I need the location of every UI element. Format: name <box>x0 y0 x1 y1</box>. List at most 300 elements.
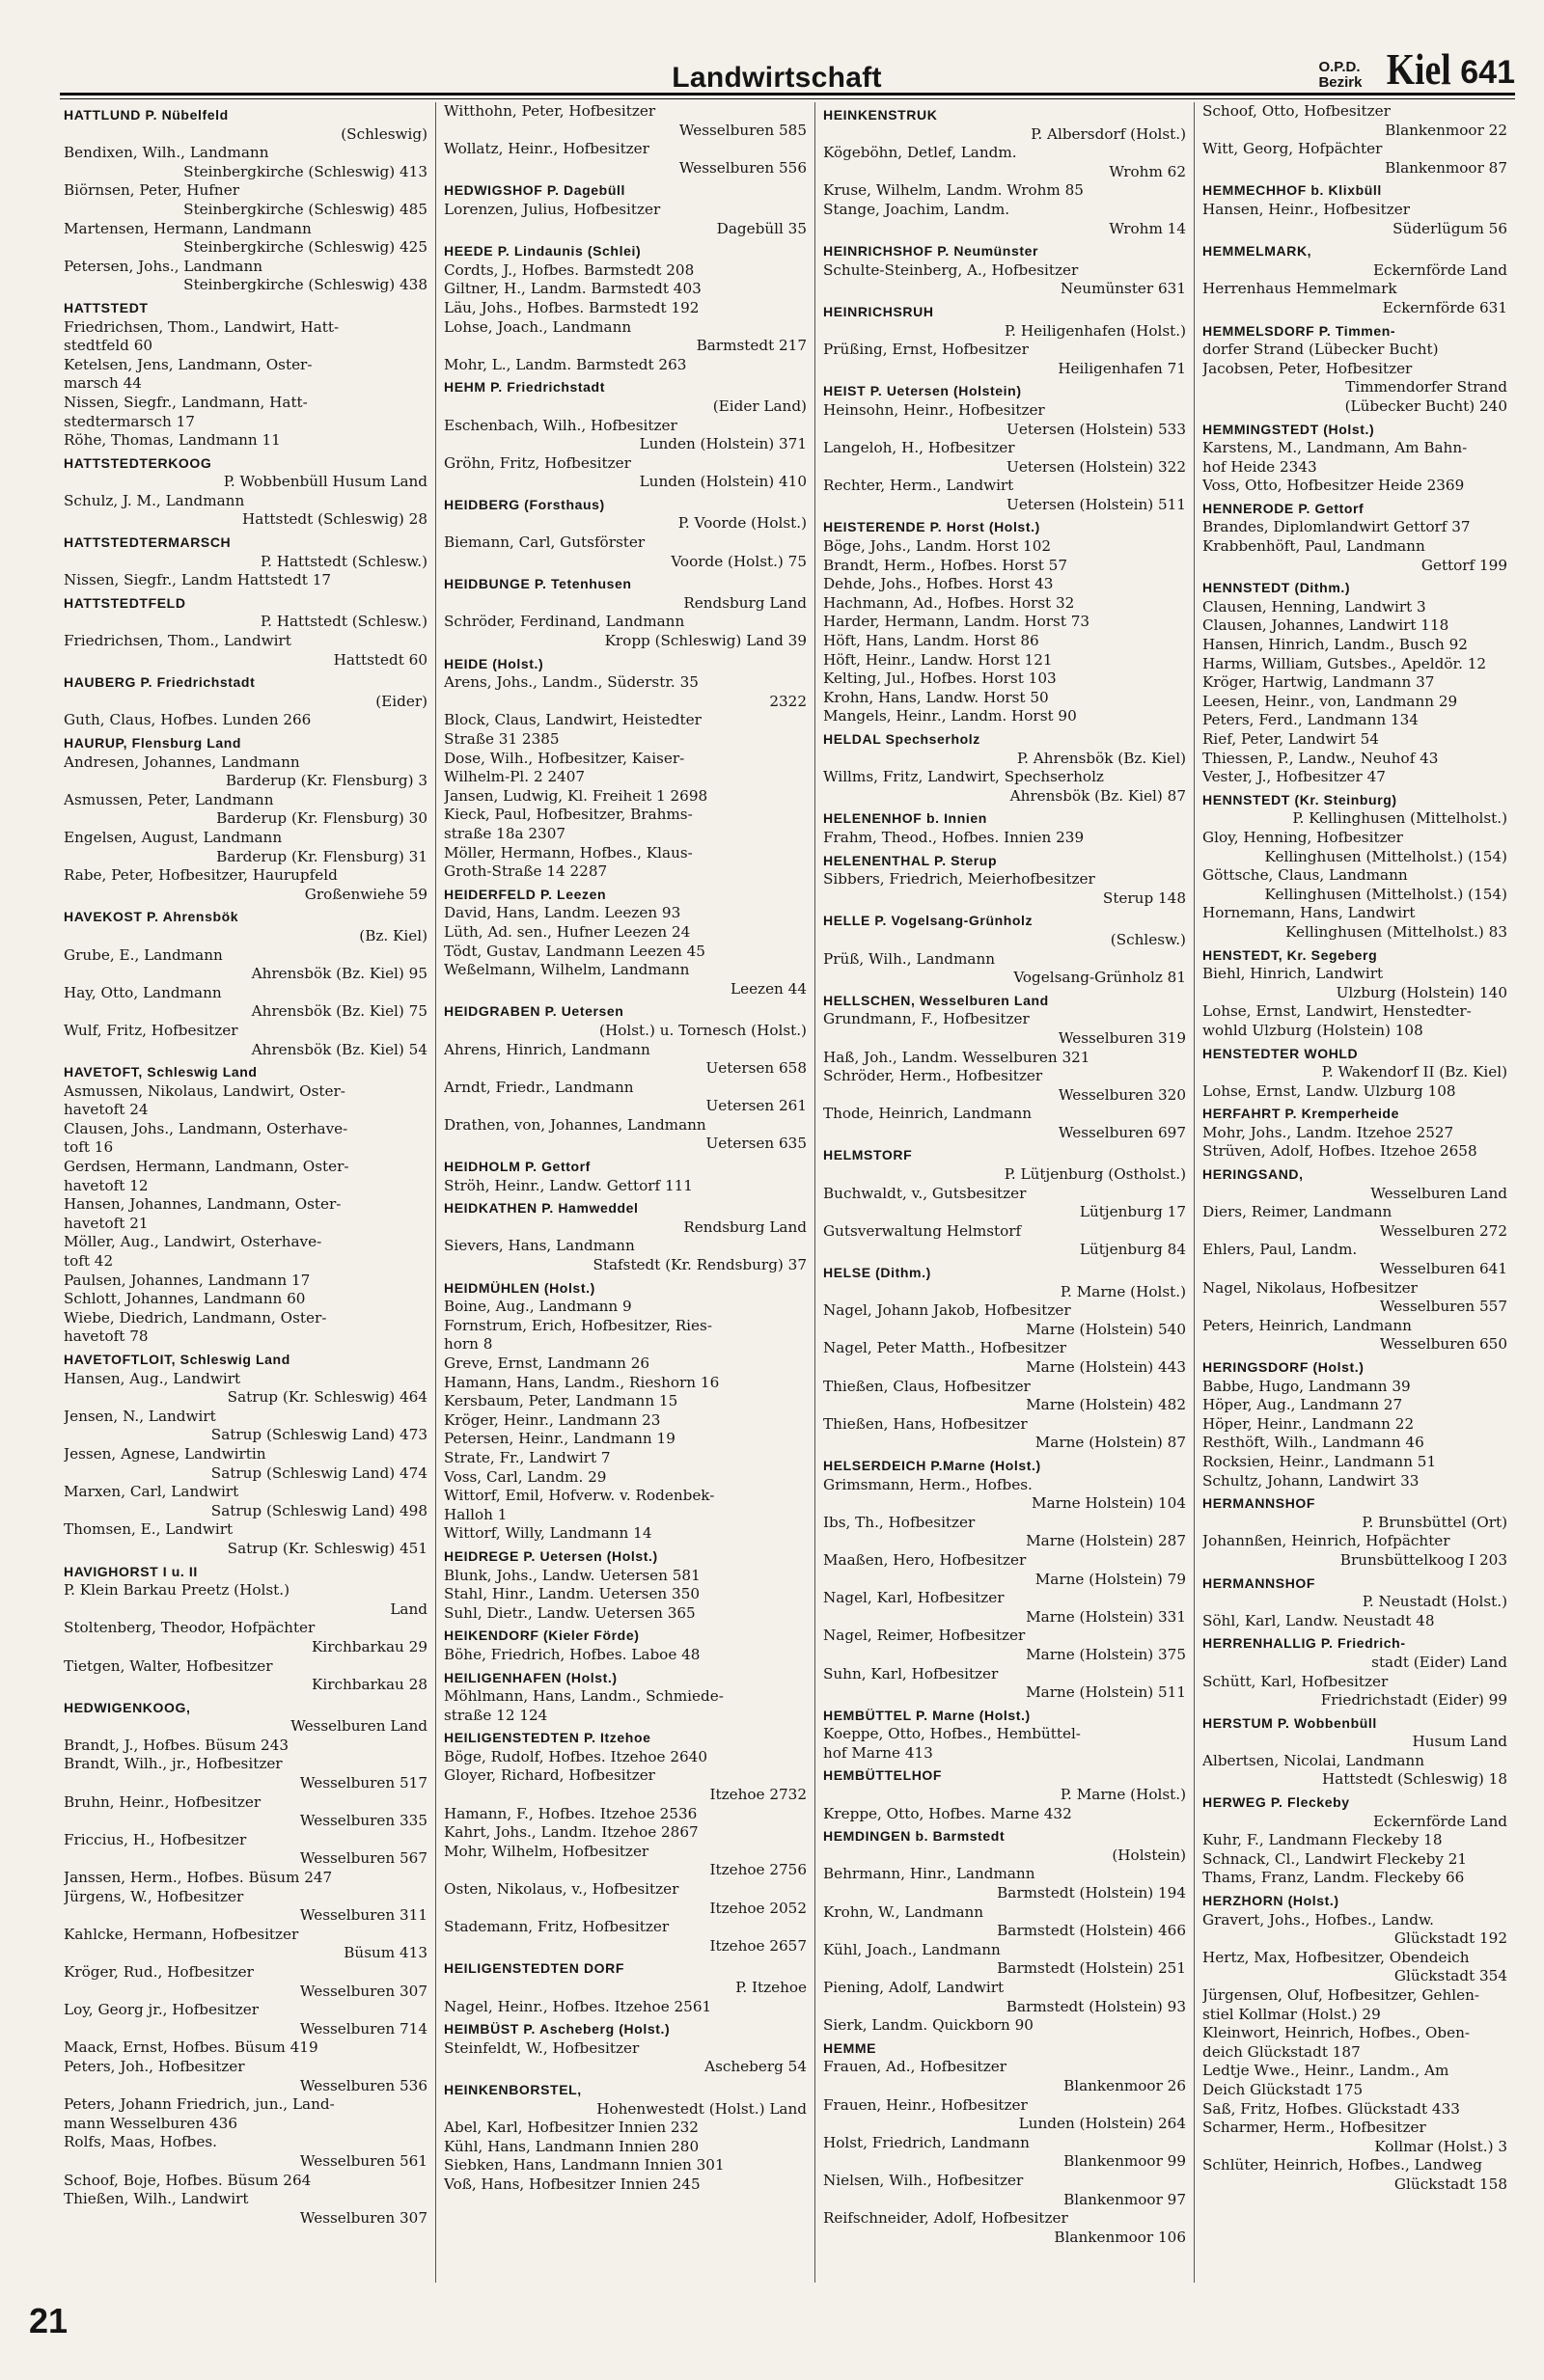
directory-entry: Drathen, von, Johannes, Landmann <box>444 1115 706 1134</box>
directory-entry: Johannßen, Heinrich, Hofpächter <box>1202 1532 1450 1550</box>
page-number: 641 <box>1460 54 1515 91</box>
directory-entry: toft 42 <box>64 1252 114 1271</box>
entry-location: P. Neustadt (Holst.) <box>1362 1593 1507 1611</box>
entry-location: Wesselburen 557 <box>1379 1298 1507 1316</box>
directory-entry: Böge, Rudolf, Hofbes. Itzehoe 2640 <box>444 1747 707 1765</box>
directory-entry: Maack, Ernst, Hofbes. Büsum 419 <box>64 2038 318 2057</box>
directory-entry: Hornemann, Hans, Landwirt <box>1202 904 1416 922</box>
directory-entry: Friedrichsen, Thom., Landwirt <box>64 632 291 650</box>
directory-entry: stiel Kollmar (Holst.) 29 <box>1202 2005 1381 2023</box>
directory-entry: Hamann, F., Hofbes. Itzehoe 2536 <box>444 1804 698 1822</box>
directory-entry: Deich Glückstadt 175 <box>1202 2080 1364 2098</box>
entry-location: Heiligenhafen 71 <box>1058 359 1186 377</box>
directory-entry: Kröger, Heinr., Landmann 23 <box>444 1410 661 1429</box>
directory-entry: Rocksien, Heinr., Landmann 51 <box>1202 1452 1437 1470</box>
entry-location: Wesselburen 272 <box>1379 1221 1507 1240</box>
directory-entry: Ibs, Th., Hofbesitzer <box>823 1513 976 1531</box>
directory-entry: Witthohn, Peter, Hofbesitzer <box>444 102 656 120</box>
directory-entry: Böge, Johs., Landm. Horst 102 <box>823 537 1052 556</box>
entry-location: Marne (Holstein) 540 <box>1026 1320 1186 1338</box>
directory-entry: Thießen, Claus, Hofbesitzer <box>823 1377 1031 1395</box>
locality-heading: HELDAL Spechserholz <box>823 731 980 747</box>
directory-entry: Thams, Franz, Landm. Fleckeby 66 <box>1202 1869 1465 1887</box>
directory-entry: Strüven, Adolf, Hofbes. Itzehoe 2658 <box>1202 1142 1477 1161</box>
locality-heading: HEMDINGEN b. Barmstedt <box>823 1828 1006 1845</box>
locality-heading: HENSTEDTER WOHLD <box>1202 1045 1359 1061</box>
directory-entry: Kuhr, F., Landmann Fleckeby 18 <box>1202 1831 1443 1849</box>
locality-heading: HEIDREGE P. Uetersen (Holst.) <box>444 1547 658 1564</box>
entry-location: Hattstedt (Schleswig) 28 <box>242 510 427 529</box>
entry-location: Marne (Holstein) 79 <box>1034 1570 1186 1588</box>
directory-entry: Möller, Aug., Landwirt, Osterhave- <box>64 1233 322 1251</box>
entry-location: Uetersen (Holstein) 533 <box>1006 420 1186 438</box>
directory-entry: Nissen, Siegfr., Landm Hattstedt 17 <box>64 571 332 589</box>
directory-entry: Wulf, Fritz, Hofbesitzer <box>64 1021 238 1039</box>
entry-location: Steinbergkirche (Schleswig) 425 <box>183 238 427 257</box>
directory-entry: Nagel, Peter Matth., Hofbesitzer <box>823 1339 1067 1357</box>
directory-entry: Lohse, Joach., Landmann <box>444 317 632 336</box>
locality-heading: HENNSTEDT (Kr. Steinburg) <box>1202 791 1397 807</box>
directory-entry: Gravert, Johs., Hofbes., Landw. <box>1202 1910 1434 1929</box>
locality-heading: HEIST P. Uetersen (Holstein) <box>823 383 1022 399</box>
directory-entry: Nagel, Heinr., Hofbes. Itzehoe 2561 <box>444 1997 712 2015</box>
entry-location: Steinbergkirche (Schleswig) 485 <box>183 200 427 218</box>
entry-location: Wesselburen 585 <box>678 121 807 139</box>
directory-entry: Ahrens, Hinrich, Landmann <box>444 1040 650 1058</box>
directory-entry: Schoof, Boje, Hofbes. Büsum 264 <box>64 2171 312 2189</box>
directory-entry: Asmussen, Nikolaus, Landwirt, Oster- <box>64 1081 345 1100</box>
directory-entry: Abel, Karl, Hofbesitzer Innien 232 <box>444 2119 699 2137</box>
directory-entry: Nagel, Karl, Hofbesitzer <box>823 1589 1005 1607</box>
locality-heading: HELSERDEICH P.Marne (Holst.) <box>823 1457 1041 1473</box>
locality-heading: HEEDE P. Lindaunis (Schlei) <box>444 243 642 260</box>
directory-entry: Rolfs, Maas, Hofbes. <box>64 2133 217 2151</box>
directory-entry: Gloyer, Richard, Hofbesitzer <box>444 1766 655 1785</box>
entry-location: Kellinghusen (Mittelholst.) (154) <box>1264 847 1507 865</box>
directory-entry: Prüß, Wilh., Landmann <box>823 949 996 968</box>
entry-location: Hattstedt (Schleswig) 18 <box>1322 1770 1507 1789</box>
locality-heading: HEIDKATHEN P. Hamweddel <box>444 1200 639 1217</box>
directory-entry: Lorenzen, Julius, Hofbesitzer <box>444 200 661 218</box>
directory-entry: Piening, Adolf, Landwirt <box>823 1979 1005 1996</box>
directory-entry: P. Klein Barkau Preetz (Holst.) <box>64 1581 290 1600</box>
directory-entry: Biörnsen, Peter, Hufner <box>64 181 239 200</box>
directory-entry: Wiebe, Diedrich, Landmann, Oster- <box>64 1308 327 1327</box>
directory-entry: Saß, Fritz, Hofbes. Glückstadt 433 <box>1202 2099 1460 2118</box>
directory-entry: Nagel, Reimer, Hofbesitzer <box>823 1627 1026 1645</box>
directory-entry: havetoft 78 <box>64 1327 149 1346</box>
locality-heading: HEINRICHSRUH <box>823 303 934 319</box>
entry-location: Marne (Holstein) 287 <box>1026 1532 1186 1550</box>
directory-entry: Schulte-Steinberg, A., Hofbesitzer <box>823 260 1079 279</box>
directory-entry: wohld Ulzburg (Holstein) 108 <box>1202 1021 1423 1039</box>
entry-location: Voorde (Holst.) 75 <box>671 552 807 570</box>
directory-entry: Bendixen, Wilh., Landmann <box>64 144 269 162</box>
directory-entry: Bruhn, Heinr., Hofbesitzer <box>64 1792 262 1811</box>
directory-entry: Albertsen, Nicolai, Landmann <box>1202 1751 1425 1769</box>
entry-location: Kirchbarkau 29 <box>312 1637 427 1655</box>
directory-entry: Rabe, Peter, Hofbesitzer, Haurupfeld <box>64 866 338 885</box>
directory-entry: Thiessen, P., Landw., Neuhof 43 <box>1202 749 1439 767</box>
directory-entry: Greve, Ernst, Landmann 26 <box>444 1354 650 1372</box>
locality-heading: HEIMBÜST P. Ascheberg (Holst.) <box>444 2021 671 2038</box>
directory-entry: Vester, J., Hofbesitzer 47 <box>1202 768 1386 786</box>
directory-entry: Schlüter, Heinrich, Hofbes., Landweg <box>1202 2156 1482 2175</box>
directory-entry: Wilhelm-Pl. 2 2407 <box>444 768 586 786</box>
directory-entry: Jensen, N., Landwirt <box>64 1407 216 1425</box>
locality-heading: HERRENHALLIG P. Friedrich- <box>1202 1635 1406 1652</box>
directory-entry: Voss, Carl, Landm. 29 <box>444 1467 607 1486</box>
locality-heading: HERMANNSHOF <box>1202 1495 1316 1512</box>
entry-location: Barmstedt 217 <box>696 337 807 355</box>
directory-entry: Strate, Fr., Landwirt 7 <box>444 1448 611 1466</box>
entry-location: (Holstein) <box>1112 1846 1186 1864</box>
entry-location: Wrohm 14 <box>1109 219 1186 237</box>
locality-heading: HEDWIGSHOF P. Dagebüll <box>444 182 625 199</box>
entry-location: Vogelsang-Grünholz 81 <box>1013 969 1186 987</box>
directory-entry: havetoft 21 <box>64 1214 149 1232</box>
directory-entry: Clausen, Johannes, Landwirt 118 <box>1202 616 1449 635</box>
directory-entry: Krabbenhöft, Paul, Landmann <box>1202 537 1425 556</box>
directory-entry: Schütt, Karl, Hofbesitzer <box>1202 1672 1389 1690</box>
directory-entry: Kahlcke, Hermann, Hofbesitzer <box>64 1925 299 1943</box>
entry-location: Großenwiehe 59 <box>304 885 427 903</box>
entry-location: Barderup (Kr. Flensburg) 31 <box>216 847 427 865</box>
directory-entry: Peters, Joh., Hofbesitzer <box>64 2057 245 2075</box>
entry-location: Marne (Holstein) 482 <box>1026 1396 1186 1414</box>
directory-entry: Arens, Johs., Landm., Süderstr. 35 <box>444 673 699 692</box>
locality-heading: HELENENHOF b. Innien <box>823 810 987 827</box>
locality-heading: HEMBÜTTEL P. Marne (Holst.) <box>823 1707 1031 1723</box>
locality-heading: HEIDE (Holst.) <box>444 655 544 671</box>
directory-entry: Ehlers, Paul, Landm. <box>1202 1241 1358 1259</box>
locality-heading: HEMBÜTTELHOF <box>823 1767 943 1784</box>
directory-entry: Arndt, Friedr., Landmann <box>444 1078 634 1096</box>
entry-location: Kellinghusen (Mittelholst.) 83 <box>1285 922 1507 941</box>
entry-location: Blankenmoor 106 <box>1054 2228 1186 2246</box>
entry-location: (Bz. Kiel) <box>359 926 427 944</box>
directory-entry: hof Marne 413 <box>823 1743 933 1762</box>
directory-entry: Boine, Aug., Landmann 9 <box>444 1298 632 1316</box>
entry-location: P. Wobbenbüll Husum Land <box>223 473 427 491</box>
directory-entry: Lüth, Ad. sen., Hufner Leezen 24 <box>444 922 691 941</box>
locality-heading: HAUBERG P. Friedrichstadt <box>64 674 256 691</box>
entry-location: Itzehoe 2657 <box>709 1936 807 1955</box>
locality-heading: HEINKENSTRUK <box>823 107 938 123</box>
directory-entry: Stoltenberg, Theodor, Hofpächter <box>64 1619 316 1637</box>
locality-heading: HEMME <box>823 2039 877 2056</box>
entry-location: Wesselburen 319 <box>1058 1028 1186 1047</box>
entry-location: Rendsburg Land <box>683 1217 807 1236</box>
column-2 <box>435 102 814 2283</box>
directory-entry: Krohn, W., Landmann <box>823 1902 984 1921</box>
entry-location: P. Brunsbüttel (Ort) <box>1362 1513 1507 1531</box>
entry-location: P. Wakendorf II (Bz. Kiel) <box>1321 1063 1507 1081</box>
directory-entry: Jacobsen, Peter, Hofbesitzer <box>1202 359 1413 377</box>
locality-heading: HEMMINGSTEDT (Holst.) <box>1202 421 1375 437</box>
directory-entry: deich Glückstadt 187 <box>1202 2042 1361 2061</box>
entry-location: P. Kellinghusen (Mittelholst.) <box>1292 809 1507 828</box>
directory-entry: Voss, Otto, Hofbesitzer Heide 2369 <box>1202 477 1465 495</box>
locality-heading: HAVIGHORST I u. II <box>64 1563 198 1579</box>
directory-entry: Clausen, Johs., Landmann, Osterhave- <box>64 1119 348 1137</box>
directory-entry: Sibbers, Friedrich, Meierhofbesitzer <box>823 870 1095 889</box>
directory-entry: Friccius, H., Hofbesitzer <box>64 1830 247 1848</box>
locality-heading: HEIDMÜHLEN (Holst.) <box>444 1279 595 1296</box>
directory-entry: Mohr, Wilhelm, Hofbesitzer <box>444 1842 649 1860</box>
directory-entry: Kruse, Wilhelm, Landm. Wrohm 85 <box>823 181 1084 200</box>
locality-heading: HAVETOFT, Schleswig Land <box>64 1064 258 1081</box>
directory-entry: Ledtje Wwe., Heinr., Landm., Am <box>1202 2062 1449 2080</box>
entry-location: P. Albersdorf (Holst.) <box>1031 124 1186 143</box>
directory-entry: Brandt, J., Hofbes. Büsum 243 <box>64 1736 290 1754</box>
entry-location: Uetersen (Holstein) 322 <box>1006 457 1186 476</box>
signature-mark: 21 <box>29 2301 69 2340</box>
directory-entry: Leesen, Heinr., von, Landmann 29 <box>1202 692 1458 710</box>
entry-location: Marne (Holstein) 375 <box>1026 1645 1186 1663</box>
entry-location: Neumünster 631 <box>1061 280 1186 298</box>
header-rule-thin <box>60 98 1515 99</box>
locality-heading: HEISTERENDE P. Horst (Holst.) <box>823 519 1040 535</box>
directory-entry: Kögeböhn, Detlef, Landm. <box>823 144 1017 162</box>
entry-location: Glückstadt 192 <box>1393 1929 1507 1948</box>
directory-entry: Grundmann, F., Hofbesitzer <box>823 1010 1030 1028</box>
entry-location: Satrup (Kr. Schleswig) 464 <box>227 1388 427 1407</box>
locality-heading: HATTLUND P. Nübelfeld <box>64 107 229 123</box>
entry-location: Brunsbüttelkoog I 203 <box>1339 1550 1507 1569</box>
entry-location: Kropp (Schleswig) Land 39 <box>604 632 807 650</box>
entry-location: Eckernförde Land <box>1372 1812 1507 1830</box>
directory-entry: Lohse, Ernst, Landwirt, Henstedter- <box>1202 1002 1472 1021</box>
directory-entry: Brandt, Wilh., jr., Hofbesitzer <box>64 1755 283 1773</box>
directory-entry: Paulsen, Johannes, Landmann 17 <box>64 1271 311 1289</box>
directory-entry: Weßelmann, Wilhelm, Landmann <box>444 961 690 979</box>
directory-entry: Wittorf, Emil, Hofverw. v. Rodenbek- <box>444 1487 715 1505</box>
directory-entry: Resthöft, Wilh., Landmann 46 <box>1202 1434 1424 1452</box>
directory-entry: Hansen, Johannes, Landmann, Oster- <box>64 1195 342 1214</box>
entry-location: (Eider Land) <box>712 397 807 415</box>
directory-entry: Asmussen, Peter, Landmann <box>64 790 274 808</box>
entry-location: P. Marne (Holst.) <box>1060 1282 1186 1300</box>
entry-location: Timmendorfer Strand <box>1345 378 1507 397</box>
directory-entry: Hertz, Max, Hofbesitzer, Obendeich <box>1202 1948 1470 1966</box>
directory-entry: Halloh 1 <box>444 1505 508 1523</box>
directory-entry: Andresen, Johannes, Landmann <box>64 752 300 771</box>
entry-location: Uetersen 658 <box>705 1059 807 1078</box>
locality-heading: HAURUP, Flensburg Land <box>64 735 242 751</box>
locality-heading: HEIDGRABEN P. Uetersen <box>444 1003 624 1020</box>
locality-heading: HELLE P. Vogelsang-Grünholz <box>823 913 1034 929</box>
entry-location: Blankenmoor 22 <box>1385 121 1507 139</box>
entry-location: Wesselburen 714 <box>299 2019 427 2038</box>
locality-heading: HATTSTEDTERMARSCH <box>64 534 232 551</box>
entry-location: Ahrensbök (Bz. Kiel) 54 <box>251 1040 427 1058</box>
entry-location: P. Ahrensbök (Bz. Kiel) <box>1017 749 1186 767</box>
directory-entry: Mangels, Heinr., Landm. Horst 90 <box>823 707 1077 725</box>
entry-location: Friedrichstadt (Eider) 99 <box>1320 1691 1507 1710</box>
locality-heading: HERZHORN (Holst.) <box>1202 1893 1339 1909</box>
directory-entry: Schnack, Cl., Landwirt Fleckeby 21 <box>1202 1849 1468 1868</box>
directory-entry: Lohse, Ernst, Landw. Ulzburg 108 <box>1202 1081 1456 1100</box>
locality-heading: HEIDERFELD P. Leezen <box>444 886 607 902</box>
directory-entry: Koeppe, Otto, Hofbes., Hembüttel- <box>823 1725 1081 1743</box>
directory-entry: havetoft 12 <box>64 1176 149 1194</box>
entry-location: Wesselburen 536 <box>299 2076 427 2094</box>
opd-label <box>1318 60 1362 91</box>
locality-heading: HENNSTEDT (Dithm.) <box>1202 580 1351 596</box>
directory-entry: Hansen, Aug., Landwirt <box>64 1369 241 1387</box>
entry-location: Hohenwestedt (Holst.) Land <box>596 2099 807 2118</box>
directory-entry: Tietgen, Walter, Hofbesitzer <box>64 1656 273 1675</box>
entry-location: (Holst.) u. Tornesch (Holst.) <box>599 1021 807 1039</box>
directory-entry: Göttsche, Claus, Landmann <box>1202 866 1408 885</box>
directory-entry: Kreppe, Otto, Hofbes. Marne 432 <box>823 1804 1072 1822</box>
directory-entry: Grube, E., Landmann <box>64 945 223 964</box>
entry-location: Marne (Holstein) 511 <box>1026 1683 1186 1702</box>
directory-entry: Frahm, Theod., Hofbes. Innien 239 <box>823 828 1085 846</box>
entry-location: Wesselburen 650 <box>1379 1335 1507 1354</box>
entry-location: Satrup (Schleswig Land) 473 <box>210 1426 427 1444</box>
locality-heading: HENSTEDT, Kr. Segeberg <box>1202 946 1378 963</box>
directory-entry: Engelsen, August, Landmann <box>64 828 283 846</box>
directory-entry: Frauen, Heinr., Hofbesitzer <box>823 2095 1028 2114</box>
entry-location: (Eider) <box>375 692 427 710</box>
locality-heading: HEMMELMARK, <box>1202 243 1312 260</box>
directory-entry: Schultz, Johann, Landwirt 33 <box>1202 1471 1420 1490</box>
locality-heading: HAVEKOST P. Ahrensbök <box>64 909 239 925</box>
locality-heading: HERINGSDORF (Holst.) <box>1202 1359 1365 1375</box>
directory-entry: Gröhn, Fritz, Hofbesitzer <box>444 453 631 472</box>
locality-heading: HERFAHRT P. Kremperheide <box>1202 1106 1399 1122</box>
directory-entry: Hay, Otto, Landmann <box>64 983 222 1001</box>
locality-heading: HEIKENDORF (Kieler Förde) <box>444 1628 640 1644</box>
entry-location: Wesselburen 335 <box>299 1812 427 1830</box>
entry-location: Barmstedt (Holstein) 93 <box>1006 1997 1186 2015</box>
directory-entry: Jürgensen, Oluf, Hofbesitzer, Gehlen- <box>1202 1986 1480 2004</box>
entry-location: Marne (Holstein) 443 <box>1026 1358 1186 1376</box>
entry-location: Lunden (Holstein) 264 <box>1018 2115 1186 2133</box>
district-name: Kiel <box>1386 44 1451 94</box>
directory-entry: Giltner, H., Landm. Barmstedt 403 <box>444 280 702 298</box>
entry-location: Glückstadt 354 <box>1393 1967 1507 1985</box>
locality-heading: HATTSTEDTERKOOG <box>64 454 212 471</box>
directory-entry: Stademann, Fritz, Hofbesitzer <box>444 1918 670 1936</box>
locality-heading: HEILIGENSTEDTEN P. Itzehoe <box>444 1730 651 1746</box>
entry-location: Hattstedt 60 <box>333 650 427 669</box>
directory-entry: Babbe, Hugo, Landmann 39 <box>1202 1377 1411 1395</box>
directory-entry: Prüßing, Ernst, Hofbesitzer <box>823 341 1029 359</box>
directory-entry: Schoof, Otto, Hofbesitzer <box>1202 102 1391 120</box>
directory-entry: Block, Claus, Landwirt, Heistedter <box>444 711 702 729</box>
entry-location: Barmstedt (Holstein) 251 <box>997 1959 1186 1978</box>
directory-entry: Stange, Joachim, Landm. <box>823 200 1010 218</box>
directory-entry: Tödt, Gustav, Landmann Leezen 45 <box>444 942 705 960</box>
entry-location: (Schlesw.) <box>1110 930 1186 948</box>
directory-entry: Peters, Ferd., Landmann 134 <box>1202 711 1419 729</box>
directory-entry: Blunk, Johs., Landw. Uetersen 581 <box>444 1566 701 1584</box>
directory-entry: Jürgens, W., Hofbesitzer <box>64 1887 244 1905</box>
directory-entry: Groth-Straße 14 2287 <box>444 862 608 881</box>
directory-entry: Wittorf, Willy, Landmann 14 <box>444 1524 652 1543</box>
entry-location: Marne (Holstein) 331 <box>1026 1607 1186 1626</box>
entry-location: Ahrensbök (Bz. Kiel) 87 <box>1009 786 1186 805</box>
entry-location: Wesselburen 307 <box>299 2208 427 2227</box>
directory-entry: Kröger, Rud., Hofbesitzer <box>64 1963 254 1981</box>
directory-entry: Schulz, J. M., Landmann <box>64 491 245 509</box>
directory-entry: Reifschneider, Adolf, Hofbesitzer <box>823 2209 1068 2228</box>
directory-entry: Heinsohn, Heinr., Hofbesitzer <box>823 400 1045 419</box>
directory-entry: Wollatz, Heinr., Hofbesitzer <box>444 140 649 158</box>
directory-entry: Nagel, Johann Jakob, Hofbesitzer <box>823 1301 1071 1320</box>
locality-heading: HAVETOFTLOIT, Schleswig Land <box>64 1352 290 1367</box>
directory-entry: Ketelsen, Jens, Landmann, Oster- <box>64 355 313 373</box>
directory-entry: Guth, Claus, Hofbes. Lunden 266 <box>64 711 312 729</box>
entry-location: Blankenmoor 26 <box>1063 2076 1186 2094</box>
directory-entry: Höft, Heinr., Landw. Horst 121 <box>823 650 1053 669</box>
entry-location: Itzehoe 2052 <box>709 1899 807 1917</box>
directory-entry: Cordts, J., Hofbes. Barmstedt 208 <box>444 260 695 279</box>
locality-heading: HERSTUM P. Wobbenbüll <box>1202 1714 1377 1731</box>
entry-location: Wesselburen 307 <box>299 1982 427 2000</box>
entry-location: Wrohm 62 <box>1109 162 1186 180</box>
directory-entry: mann Wesselburen 436 <box>64 2114 237 2132</box>
entry-location: Eckernförde Land <box>1372 260 1507 279</box>
page-header <box>39 27 1515 95</box>
entry-location: Land <box>390 1600 427 1618</box>
directory-entry: Röhe, Thomas, Landmann 11 <box>64 431 281 450</box>
entry-location: Satrup (Schleswig Land) 474 <box>210 1464 427 1482</box>
column-1 <box>56 102 435 2283</box>
directory-columns <box>56 102 1515 2283</box>
entry-location: Barmstedt (Holstein) 194 <box>997 1884 1186 1902</box>
entry-location: Büsum 413 <box>344 1944 427 1962</box>
directory-entry: Krohn, Hans, Landw. Horst 50 <box>823 688 1049 706</box>
entry-location: Wesselburen 556 <box>678 158 807 177</box>
directory-entry: Sievers, Hans, Landmann <box>444 1237 635 1255</box>
directory-entry: Martensen, Hermann, Landmann <box>64 219 312 237</box>
directory-entry: Peters, Heinrich, Landmann <box>1202 1316 1412 1334</box>
directory-entry: Suhn, Karl, Hofbesitzer <box>823 1664 999 1682</box>
entry-location: Marne (Holstein) 87 <box>1034 1434 1186 1452</box>
directory-entry: Biehl, Hinrich, Landwirt <box>1202 965 1384 983</box>
entry-location: P. Voorde (Holst.) <box>677 514 807 533</box>
entry-location: (Lübecker Bucht) 240 <box>1344 397 1507 415</box>
entry-location: 2322 <box>769 692 807 710</box>
locality-heading: HEHM P. Friedrichstadt <box>444 379 605 396</box>
directory-entry: Mohr, L., Landm. Barmstedt 263 <box>444 355 687 373</box>
directory-entry: Gerdsen, Hermann, Landmann, Oster- <box>64 1158 349 1176</box>
entry-location: Satrup (Schleswig Land) 498 <box>210 1501 427 1519</box>
locality-heading: HEIDBERG (Forsthaus) <box>444 496 605 512</box>
directory-entry: Witt, Georg, Hofpächter <box>1202 140 1383 158</box>
entry-location: Gettorf 199 <box>1420 556 1507 574</box>
entry-location: Ahrensbök (Bz. Kiel) 95 <box>251 965 427 983</box>
header-right <box>1318 44 1515 94</box>
directory-entry: Kelting, Jul., Hofbes. Horst 103 <box>823 670 1057 688</box>
directory-entry: Hansen, Hinrich, Landm., Busch 92 <box>1202 636 1468 654</box>
entry-location: Uetersen (Holstein) 511 <box>1006 495 1186 513</box>
locality-heading: HEILIGENHAFEN (Holst.) <box>444 1669 618 1685</box>
entry-location: Wesselburen Land <box>1370 1184 1507 1202</box>
directory-entry: hof Heide 2343 <box>1202 457 1317 476</box>
entry-location: Husum Land <box>1412 1733 1507 1751</box>
entry-location: Lütjenburg 84 <box>1079 1241 1186 1259</box>
directory-entry: Nagel, Nikolaus, Hofbesitzer <box>1202 1278 1418 1297</box>
directory-entry: Loy, Georg jr., Hofbesitzer <box>64 2001 260 2019</box>
directory-entry: Friedrichsen, Thom., Landwirt, Hatt- <box>64 317 340 336</box>
entry-location: Lunden (Holstein) 410 <box>639 473 807 491</box>
entry-location: P. Hattstedt (Schlesw.) <box>260 613 427 631</box>
